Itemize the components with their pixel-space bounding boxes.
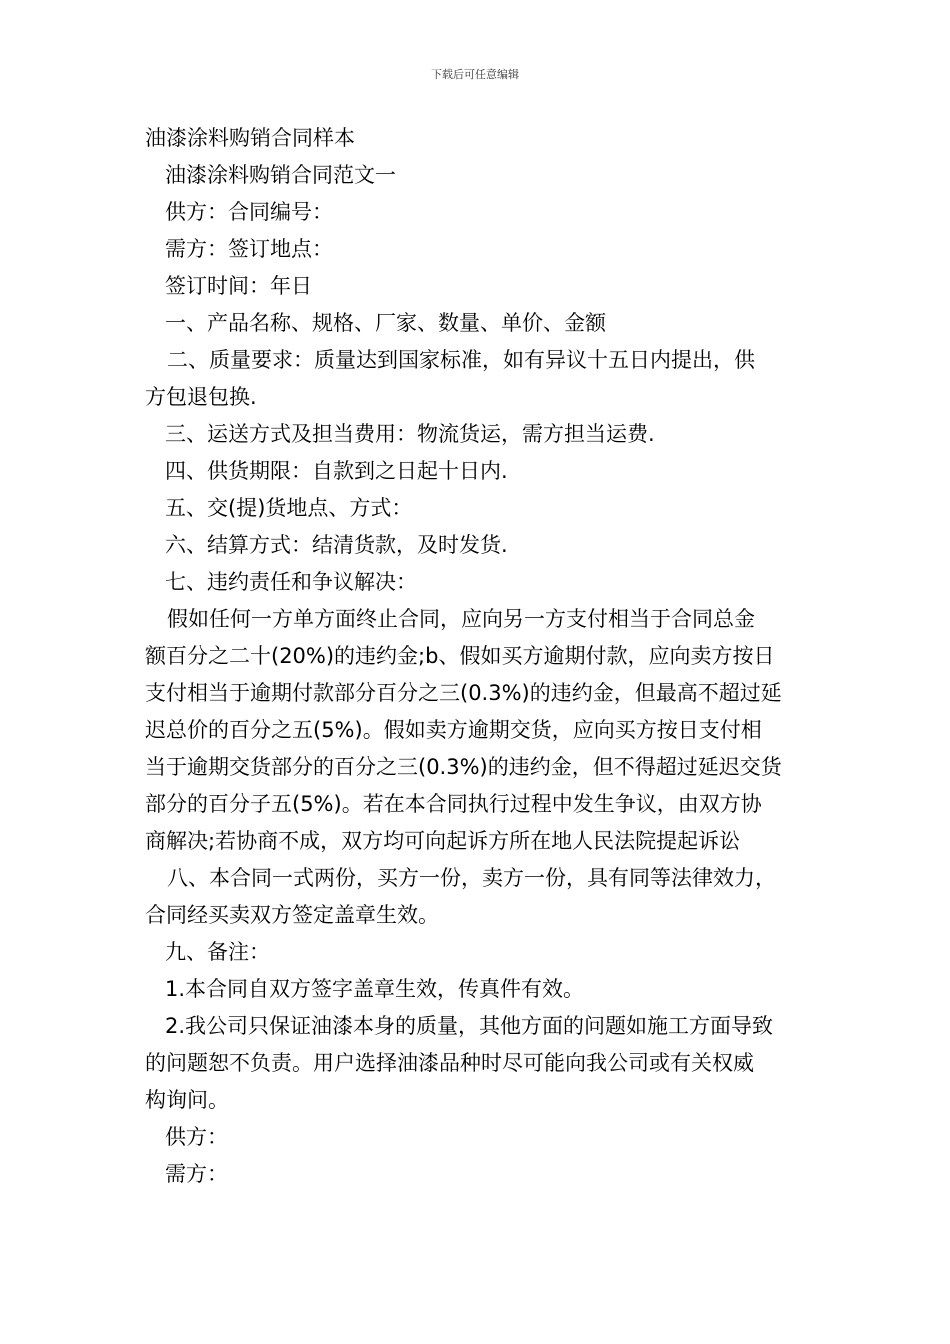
clause-8: 八、本合同一式两份，买方一份，卖方一份，具有同等法律效力， 合同经买卖双方签定盖章生效。	[145, 866, 776, 927]
note-1: 1.本合同自双方签字盖章生效，传真件有效。	[165, 977, 585, 1001]
signing-time: 签订时间：年日	[165, 274, 312, 298]
clause-7-body: 假如任何一方单方面终止合同，应向另一方支付相当于合同总金 额百分之二十(20%)的违约金;b、假如买方逾期付款，应向卖方按日 支付相当于逾期付款部分百分之三(0.3%)的违约金，但最高不超过延 迟总价的百分之五(5%)。假如卖方逾期交货，应向买方按日支付相 当于逾期交货部分的百分之三(0.3%)的违约金，但不得超过延迟交货 部分的百分子五(5%)。若在本合同执行过程中发生争议，由双方协 商解决;若协商不成，双方均可向起诉方所在地人民法院提起诉讼	[145, 607, 782, 853]
document-subtitle: 油漆涂料购销合同范文一	[165, 163, 396, 187]
supplier-signature-label: 供方：	[165, 1125, 228, 1149]
clause-2: 二、质量要求：质量达到国家标准，如有异议十五日内提出，供 方包退包换.	[145, 348, 755, 409]
buyer-signature-label: 需方：	[165, 1162, 228, 1186]
clause-1: 一、产品名称、规格、厂家、数量、单价、金额	[165, 311, 606, 335]
page-header-note: 下载后可任意编辑	[431, 68, 519, 81]
supplier-contract-number: 供方：合同编号：	[165, 200, 333, 224]
clause-3: 三、运送方式及担当费用：物流货运，需方担当运费.	[165, 422, 655, 446]
clause-9: 九、备注：	[165, 940, 270, 964]
clause-5: 五、交(提)货地点、方式：	[165, 496, 413, 520]
clause-6: 六、结算方式：结清货款，及时发货.	[165, 533, 508, 557]
buyer-signing-place: 需方：签订地点：	[165, 237, 333, 261]
note-2: 2.我公司只保证油漆本身的质量，其他方面的问题如施工方面导致 的问题恕不负责。用户选择油漆品种时尽可能向我公司或有关权威 构询问。	[145, 1014, 774, 1112]
contract-document	[145, 120, 825, 1193]
clause-4: 四、供货期限：自款到之日起十日内.	[165, 459, 508, 483]
clause-7: 七、违约责任和争议解决：	[165, 570, 417, 594]
document-title: 油漆涂料购销合同样本	[145, 126, 355, 150]
